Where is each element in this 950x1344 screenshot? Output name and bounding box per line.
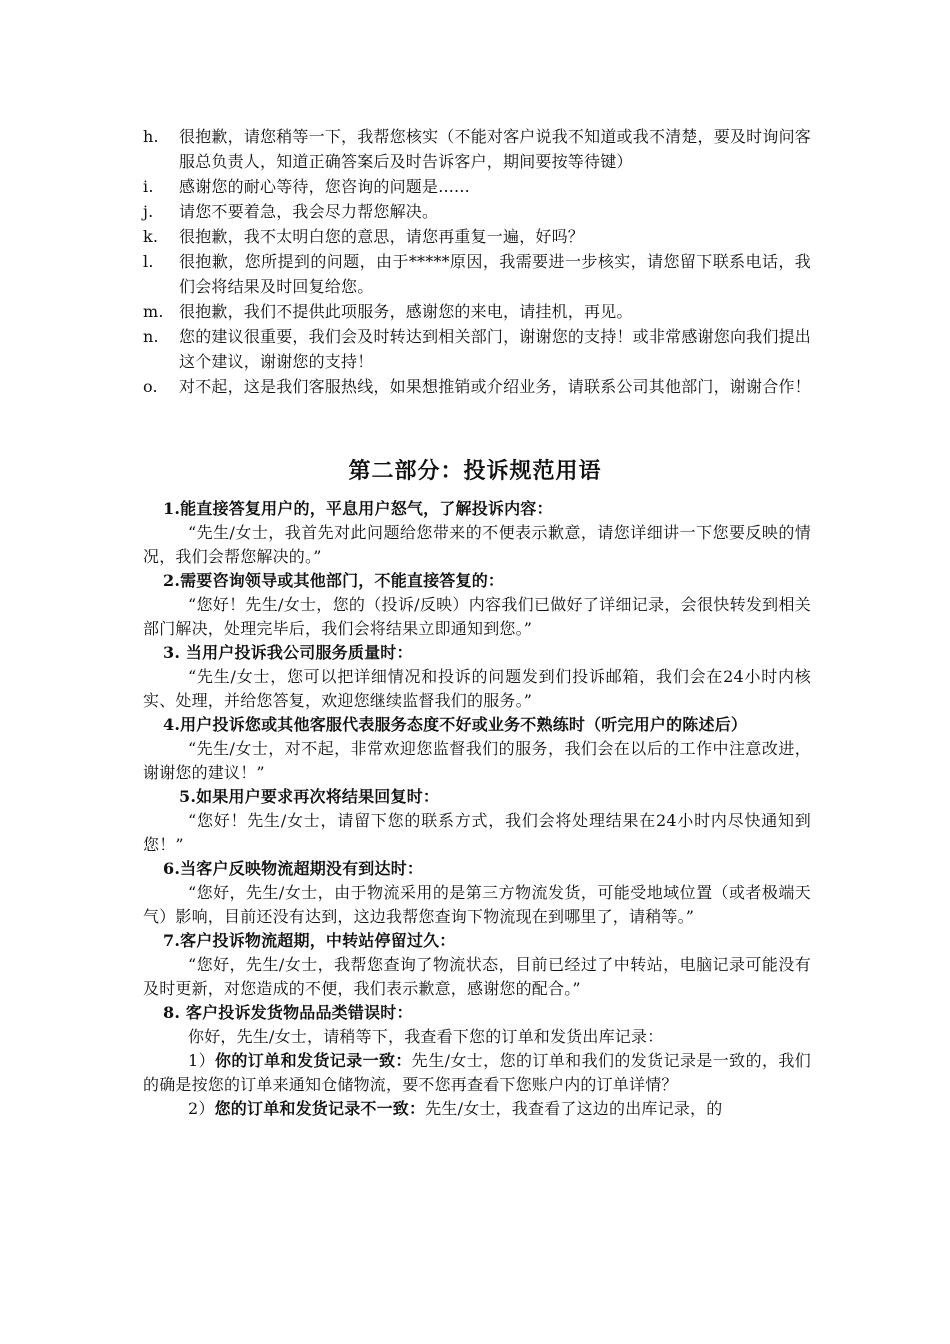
list-item bbox=[143, 174, 811, 199]
sub-item-text: 先生/女士，我查看了这边的出库记录，的 bbox=[425, 1099, 723, 1118]
list-item-label: n. bbox=[143, 327, 159, 346]
list-item-label: o. bbox=[143, 377, 158, 396]
list-item bbox=[143, 199, 811, 224]
section-heading: 4.用户投诉您或其他客服代表服务态度不好或业务不熟练时（听完用户的陈述后） bbox=[163, 715, 748, 734]
list-item-text: 请您不要着急，我会尽力帮您解决。 bbox=[179, 202, 439, 221]
list-item bbox=[143, 374, 811, 399]
sub-item-bold: 你的订单和发货记录一致： bbox=[214, 1051, 412, 1070]
section-heading: 3. 当用户投诉我公司服务质量时： bbox=[163, 643, 413, 662]
list-item-text: 感谢您的耐心等待，您咨询的问题是...... bbox=[179, 177, 470, 196]
section-title: 第二部分：投诉规范用语 bbox=[348, 458, 602, 484]
section-text: “先生/女士，我首先对此问题给您带来的不便表示歉意，请您详细讲一下您要反映的情况，我们会帮您解决的。” bbox=[143, 523, 811, 566]
sub-item bbox=[143, 1097, 811, 1121]
list-item-label: k. bbox=[143, 227, 159, 246]
list-item bbox=[143, 299, 811, 324]
list-item-text: 很抱歉，我们不提供此项服务，感谢您的来电，请挂机，再见。 bbox=[179, 302, 633, 321]
list-item-text: 您的建议很重要，我们会及时转达到相关部门，谢谢您的支持！或非常感谢您向我们提出这个建议，谢谢您的支持！ bbox=[179, 327, 811, 371]
sub-item-prefix: 1） bbox=[188, 1051, 215, 1070]
section-text: “先生/女士，对不起，非常欢迎您监督我们的服务，我们会在以后的工作中注意改进，谢谢您的建议！” bbox=[143, 739, 811, 782]
list-item bbox=[143, 224, 811, 249]
list-item-text: 对不起，这是我们客服热线，如果想推销或介绍业务，请联系公司其他部门，谢谢合作！ bbox=[179, 377, 811, 396]
section-text: “您好！先生/女士，您的（投诉/反映）内容我们已做好了详细记录，会很快转发到相关部门解决，处理完毕后，我们会将结果立即通知到您。” bbox=[143, 595, 811, 638]
complaint-phrases bbox=[143, 497, 811, 1121]
section-text: “您好，先生/女士，由于物流采用的是第三方物流发货，可能受地域位置（或者极端天气）影响，目前还没有达到，这边我帮您查询下物流现在到哪里了，请稍等。” bbox=[143, 883, 811, 926]
list-item bbox=[143, 249, 811, 299]
phrase-list bbox=[143, 124, 811, 399]
section-text: “您好！先生/女士，请留下您的联系方式，我们会将处理结果在24小时内尽快通知到您！” bbox=[143, 811, 811, 854]
sub-item bbox=[143, 1049, 811, 1097]
list-item bbox=[143, 324, 811, 374]
list-item-label: l. bbox=[143, 252, 154, 271]
list-item-label: j. bbox=[143, 202, 154, 221]
list-item-label: m. bbox=[143, 302, 164, 321]
sub-item-bold: 您的订单和发货记录不一致： bbox=[214, 1099, 426, 1118]
list-item-text: 很抱歉，您所提到的问题，由于*****原因，我需要进一步核实，请您留下联系电话，我们会将结果及时回复给您。 bbox=[179, 252, 811, 296]
section-heading: 6.当客户反映物流超期没有到达时： bbox=[163, 859, 424, 878]
section-heading: 2.需要咨询领导或其他部门，不能直接答复的： bbox=[163, 571, 505, 590]
list-item-label: h. bbox=[143, 127, 159, 146]
section-text: 你好，先生/女士，请稍等下，我查看下您的订单和发货出库记录： bbox=[188, 1027, 664, 1046]
sub-item-prefix: 2） bbox=[188, 1099, 215, 1118]
list-item-label: i. bbox=[143, 177, 154, 196]
section-text: “您好，先生/女士，我帮您查询了物流状态，目前已经过了中转站，电脑记录可能没有及时更新，对您造成的不便，我们表示歉意，感谢您的配合。” bbox=[143, 955, 811, 998]
list-item-text: 很抱歉，请您稍等一下，我帮您核实（不能对客户说我不知道或我不清楚，要及时询问客服总负责人，知道正确答案后及时告诉客户，期间要按等待键） bbox=[179, 127, 811, 171]
section-heading: 5.如果用户要求再次将结果回复时： bbox=[179, 787, 440, 806]
section-heading: 8. 客户投诉发货物品品类错误时： bbox=[163, 1003, 413, 1022]
section-heading: 1.能直接答复用户的，平息用户怒气，了解投诉内容： bbox=[163, 499, 553, 518]
section-heading: 7.客户投诉物流超期，中转站停留过久： bbox=[163, 931, 456, 950]
list-item bbox=[143, 124, 811, 174]
list-item-text: 很抱歉，我不太明白您的意思，请您再重复一遍，好吗？ bbox=[179, 227, 585, 246]
section-text: “先生/女士，您可以把详细情况和投诉的问题发到们投诉邮箱，我们会在24小时内核实、处理，并给您答复，欢迎您继续监督我们的服务。” bbox=[143, 667, 811, 710]
sub-item-text: 先生/女士，您的订单和我们的发货记录是一致的，我们的确是按您的订单来通知仓储物流，要不您再查看下您账户内的订单详情？ bbox=[143, 1051, 811, 1094]
